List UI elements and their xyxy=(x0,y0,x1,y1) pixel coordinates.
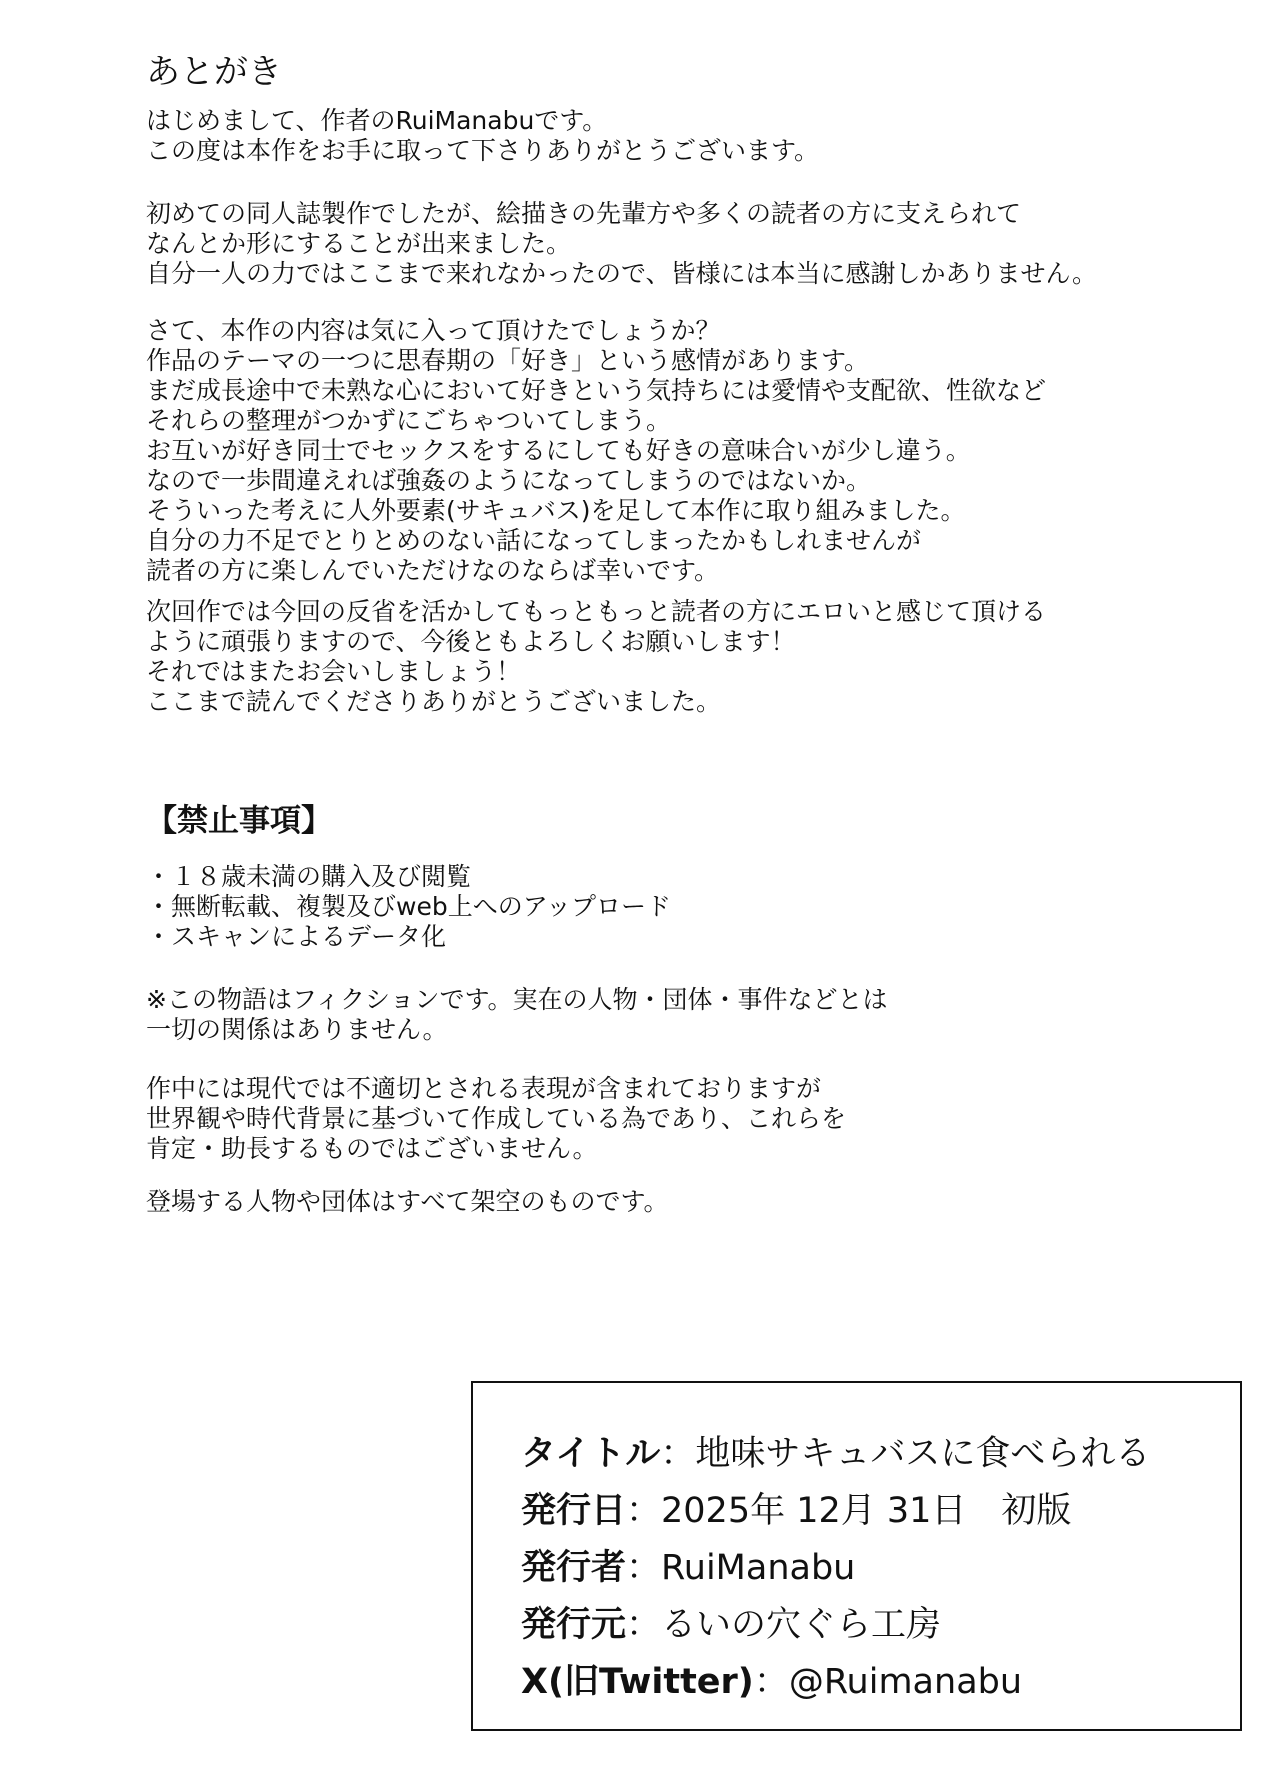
colophon-box xyxy=(471,1381,1242,1731)
text-line: 作中には現代では不適切とされる表現が含まれておりますが xyxy=(146,1074,822,1103)
text-line: 次回作では今回の反省を活かしてもっともっと読者の方にエロいと感じて頂ける xyxy=(146,597,1047,626)
text-line: この度は本作をお手に取って下さりありがとうございます。 xyxy=(146,136,820,165)
colophon-label: 発行者 xyxy=(521,1548,627,1588)
colophon-x-row xyxy=(521,1659,1022,1705)
colophon-value: ：るいの穴ぐら工房 xyxy=(626,1605,942,1645)
afterword-heading: あとがき xyxy=(146,52,282,92)
text-line: なんとか形にすることが出来ました。 xyxy=(146,229,572,258)
text-line: 肯定・助長するものではございません。 xyxy=(146,1134,598,1163)
colophon-value: ：RuiManabu xyxy=(626,1548,856,1588)
prohibited-title: 【禁止事項】 xyxy=(146,803,332,839)
text-line: 読者の方に楽しんでいただけなのならば幸いです。 xyxy=(146,556,720,585)
prohibited-list xyxy=(146,862,671,952)
text-line: 初めての同人誌製作でしたが、絵描きの先輩方や多くの読者の方に支えられて xyxy=(146,199,1022,228)
text-line: ように頑張りますので、今後ともよろしくお願いします！ xyxy=(146,627,796,656)
colophon-label: タイトル xyxy=(521,1434,661,1474)
colophon-value: ：地味サキュバスに食べられる xyxy=(660,1434,1151,1474)
colophon-value: ：2025年 12月 31日 初版 xyxy=(626,1491,1072,1531)
text-line: そういった考えに人外要素(サキュバス)を足して本作に取り組みました。 xyxy=(146,496,966,525)
text-line: それではまたお会いしましょう！ xyxy=(146,657,522,686)
text-line: 作品のテーマの一つに思春期の「好き」という感情があります。 xyxy=(146,346,870,375)
colophon-title-row xyxy=(521,1431,1150,1477)
text-line: 登場する人物や団体はすべて架空のものです。 xyxy=(146,1187,669,1216)
disclaimer-paragraph xyxy=(146,1187,669,1217)
colophon-publisher-row xyxy=(521,1545,855,1591)
disclaimer-paragraph xyxy=(146,985,887,1045)
text-line: さて、本作の内容は気に入って頂けたでしょうか？ xyxy=(146,316,721,345)
colophon-label: 発行元 xyxy=(521,1605,627,1645)
text-line: なので一歩間違えれば強姦のようになってしまうのではないか。 xyxy=(146,466,872,495)
colophon-date-row xyxy=(521,1488,1071,1534)
afterword-paragraph xyxy=(146,597,1046,717)
text-line: 一切の関係はありません。 xyxy=(146,1015,448,1044)
text-line: それらの整理がつかずにごちゃついてしまう。 xyxy=(146,406,672,435)
colophon-label: 発行日 xyxy=(521,1491,627,1531)
colophon-label: X(旧Twitter) xyxy=(521,1662,754,1702)
list-item: ・スキャンによるデータ化 xyxy=(146,922,447,951)
afterword-paragraph xyxy=(146,199,1097,289)
text-line: 世界観や時代背景に基づいて作成している為であり、これらを xyxy=(146,1104,847,1133)
afterword-paragraph xyxy=(146,106,819,166)
text-line: ここまで読んでくださりありがとうございました。 xyxy=(146,687,722,716)
colophon-value: ：@Ruimanabu xyxy=(753,1662,1023,1702)
text-line: 自分一人の力ではここまで来れなかったので、皆様には本当に感謝しかありません。 xyxy=(146,259,1098,288)
afterword-paragraph xyxy=(146,316,1046,586)
text-line: 自分の力不足でとりとめのない話になってしまったかもしれませんが xyxy=(146,526,922,555)
text-line: お互いが好き同士でセックスをするにしても好きの意味合いが少し違う。 xyxy=(146,436,971,465)
text-line: はじめまして、作者のRuiManabuです。 xyxy=(146,106,608,135)
text-line: まだ成長途中で未熟な心において好きという気持ちには愛情や支配欲、性欲など xyxy=(146,376,1047,405)
list-item: ・無断転載、複製及びweb上へのアップロード xyxy=(146,892,671,921)
list-item: ・１８歳未満の購入及び閲覧 xyxy=(146,862,472,891)
text-line: ※この物語はフィクションです。実在の人物・団体・事件などとは xyxy=(146,985,888,1014)
colophon-origin-row xyxy=(521,1602,941,1648)
disclaimer-paragraph xyxy=(146,1074,846,1164)
